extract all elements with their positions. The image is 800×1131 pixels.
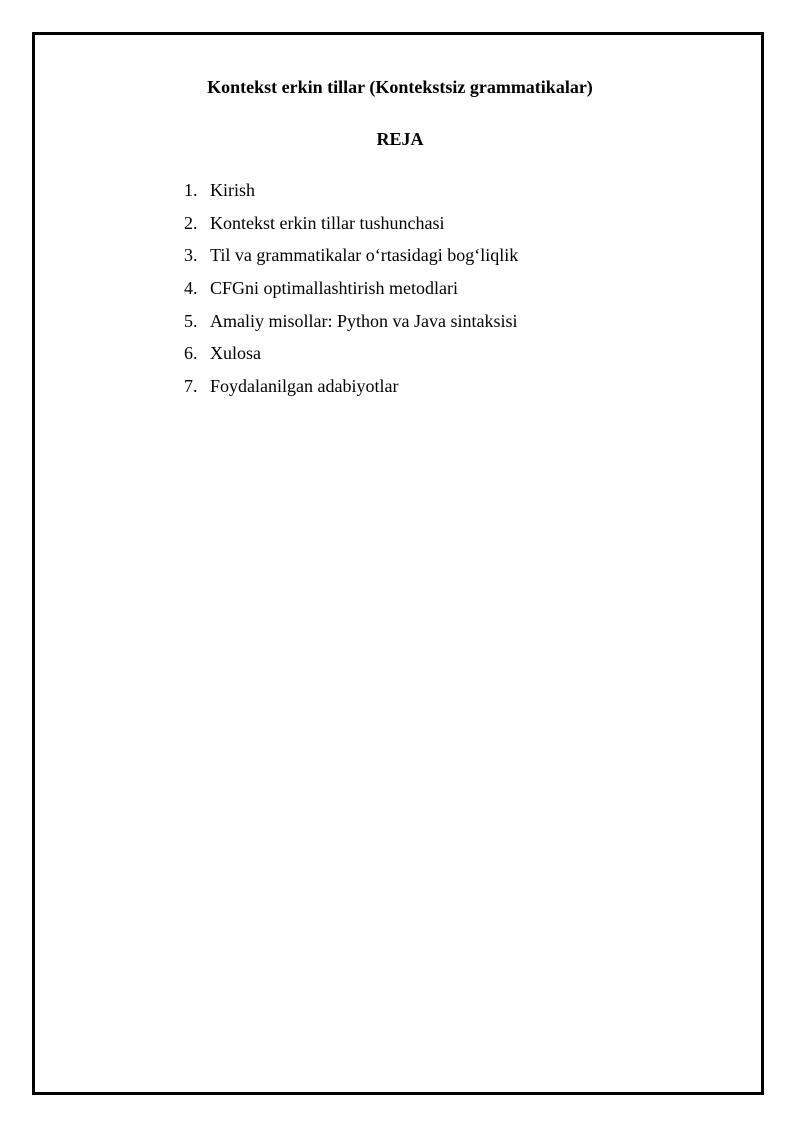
plan-item-text: Kontekst erkin tillar tushunchasi	[210, 212, 445, 233]
plan-item-text: CFGni optimallashtirish metodlari	[210, 278, 458, 299]
plan-item-number: 6.	[184, 343, 198, 364]
plan-list	[184, 178, 518, 407]
plan-item-text: Xulosa	[210, 343, 261, 364]
plan-item-number: 7.	[184, 376, 198, 397]
plan-item-number: 3.	[184, 245, 198, 266]
plan-item-text: Kirish	[210, 180, 255, 200]
plan-item	[184, 374, 518, 398]
plan-item	[184, 243, 518, 267]
plan-item-text: Foydalanilgan adabiyotlar	[210, 376, 399, 397]
plan-item-number: 5.	[184, 310, 198, 331]
plan-heading: REJA	[376, 129, 424, 149]
plan-item-number: 4.	[184, 278, 198, 299]
plan-item-text: Til va grammatikalar o‘rtasidagi bog‘liqlik	[210, 245, 519, 266]
plan-item	[184, 178, 518, 202]
plan-item	[184, 276, 518, 300]
plan-item-number: 1.	[184, 180, 198, 200]
plan-item	[184, 211, 518, 235]
plan-item	[184, 309, 518, 333]
plan-item	[184, 341, 518, 365]
document-title: Kontekst erkin tillar (Kontekstsiz grammatikalar)	[207, 77, 593, 97]
plan-item-text: Amaliy misollar: Python va Java sintaksisi	[210, 310, 518, 331]
plan-item-number: 2.	[184, 212, 198, 233]
